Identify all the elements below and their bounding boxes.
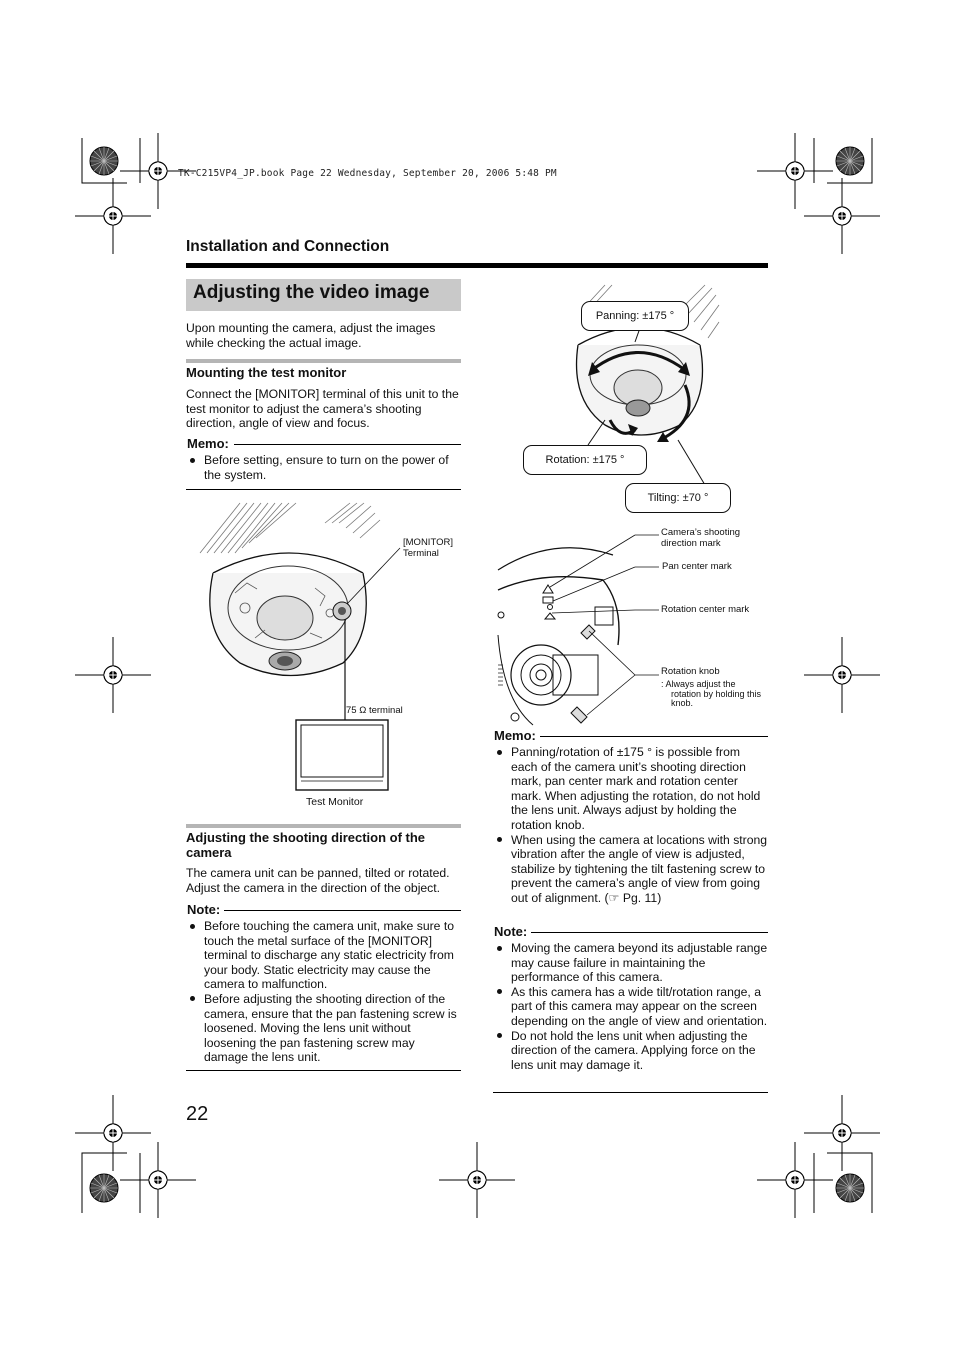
note-top-rule <box>224 910 461 911</box>
rotation-callout: Rotation: ±175 ° <box>523 445 647 475</box>
memo-list <box>493 745 768 906</box>
section-rule <box>186 263 768 268</box>
note-bottom-rule <box>493 1092 768 1093</box>
file-header: TK-C215VP4_JP.book Page 22 Wednesday, September 20, 2006 5:48 PM <box>178 168 557 179</box>
knob-note-line3: knob. <box>671 698 694 708</box>
note-list <box>493 941 768 1072</box>
shooting-mark-line2: direction mark <box>661 537 721 549</box>
mounting-heading: Mounting the test monitor <box>186 365 347 380</box>
memo-label: Memo: <box>187 436 229 451</box>
rotation-knob-note <box>661 680 761 709</box>
memo-list <box>186 453 461 482</box>
memo-top-rule <box>234 444 461 445</box>
shooting-heading-line2: camera <box>186 845 232 860</box>
list-item: Do not hold the lens unit when adjusting the direction of the camera. Applying force on the lens unit may damage it. <box>493 1029 768 1073</box>
note-list <box>186 919 461 1065</box>
note-label: Note: <box>187 902 221 917</box>
knob-note-line2: rotation by holding this <box>671 688 762 699</box>
page-title: Adjusting the video image <box>193 282 430 303</box>
test-monitor-label: Test Monitor <box>306 796 364 808</box>
monitor-terminal-label <box>403 538 453 559</box>
memo-top-rule <box>540 736 768 737</box>
list-item: Before adjusting the shooting direction of the camera, ensure that the pan fastening screw is loosened. Moving the lens unit without loosening the pan fastening screw may damage the lens unit. <box>186 992 461 1065</box>
list-item: When using the camera at locations with strong vibration after the angle of view is adjusted, stabilize by tightening the tilt fastening screw to prevent the camera’s angle of view from going out of alignment. (☞ Pg. 11) <box>493 833 768 906</box>
panning-callout: Panning: ±175 ° <box>581 301 689 331</box>
monitor-terminal-line2: Terminal <box>403 547 439 559</box>
terminal-75-label: 75 Ω terminal <box>346 705 403 716</box>
list-item: Before touching the camera unit, make sure to touch the metal surface of the [MONITOR] terminal to discharge any static electricity from your body. Static electricity may cause the camera to malfunction. <box>186 919 461 992</box>
monitor-terminal-line1: [MONITOR] <box>403 537 453 548</box>
list-item: Panning/rotation of ±175 ° is possible from each of the camera unit’s shooting direction mark, pan center mark and rotation center mark. When adjusting the rotation, do not hold the lens unit. Always adjust by holding the rotation knob. <box>493 745 768 833</box>
page-number: 22 <box>186 1103 209 1125</box>
camera-marks-figure <box>493 525 673 730</box>
shooting-heading-line1: Adjusting the shooting direction of the <box>186 830 426 845</box>
knob-note-line1: : Always adjust the <box>661 679 736 689</box>
intro-text: Upon mounting the camera, adjust the images while checking the actual image. <box>186 321 436 350</box>
shooting-heading <box>186 830 425 860</box>
rotation-knob-label: Rotation knob <box>661 666 720 677</box>
tilting-callout: Tilting: ±70 ° <box>625 483 731 513</box>
memo-label: Memo: <box>494 728 536 743</box>
list-item: Before setting, ensure to turn on the power of the system. <box>186 453 461 482</box>
mounting-body: Connect the [MONITOR] terminal of this unit to the test monitor to adjust the camera’s shooting direction, angle of view and focus. <box>186 387 459 431</box>
note-bottom-rule <box>186 1070 461 1071</box>
list-item: As this camera has a wide tilt/rotation range, a part of this camera may appear on the screen depending on the angle of view and orientation. <box>493 985 768 1029</box>
shooting-mark-label <box>661 528 740 549</box>
subhead-bar <box>186 359 461 363</box>
shooting-mark-line1: Camera’s shooting <box>661 527 741 538</box>
rotation-center-label: Rotation center mark <box>661 604 750 615</box>
note-label: Note: <box>494 924 528 939</box>
list-item: Moving the camera beyond its adjustable range may cause failure in maintaining the performance of this camera. <box>493 941 768 985</box>
memo-bottom-rule <box>186 489 461 490</box>
shooting-body: The camera unit can be panned, tilted or rotated. Adjust the camera in the direction of the object. <box>186 866 450 895</box>
subhead-bar <box>186 824 461 828</box>
page-title-box <box>186 279 461 311</box>
note-top-rule <box>531 932 768 933</box>
section-header: Installation and Connection <box>186 238 390 255</box>
pan-center-label: Pan center mark <box>662 561 732 572</box>
